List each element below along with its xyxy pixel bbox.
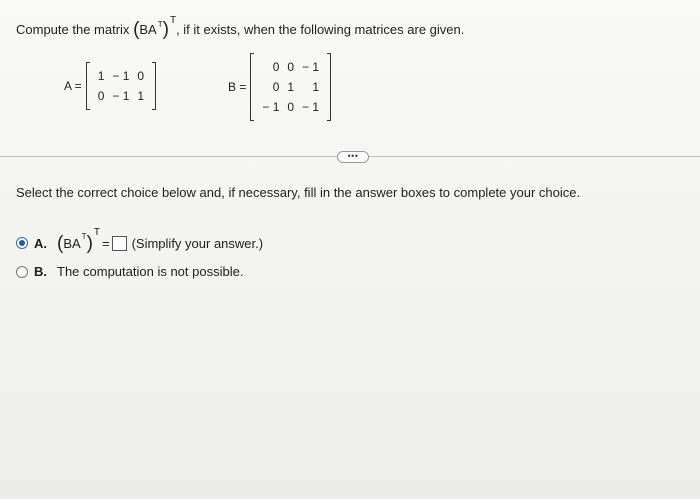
matrix-row	[94, 66, 148, 86]
matrix-cell: 1	[312, 80, 320, 94]
equals-sign: =	[102, 235, 110, 251]
matrix-product-base: BA	[139, 22, 157, 37]
matrix-cell: 0	[137, 69, 145, 83]
matrix-cell: 1	[137, 89, 145, 103]
instructions-text: Select the correct choice below and, if necessary, fill in the answer boxes to complete your choice.	[16, 185, 581, 200]
question-suffix: , if it exists, when the following matrices are given.	[176, 22, 465, 37]
choice-b[interactable]	[16, 264, 243, 279]
matrix-a	[64, 63, 156, 109]
matrix-cell: 0	[272, 60, 280, 74]
matrix-b-brackets	[250, 54, 331, 120]
inner-transpose-mark: T	[157, 20, 163, 29]
matrix-cell: 0	[272, 80, 280, 94]
matrix-row	[258, 57, 323, 77]
matrix-row	[258, 97, 323, 117]
choice-a-letter: A.	[34, 235, 47, 251]
close-paren: )	[162, 19, 169, 40]
matrix-cell: 1	[287, 80, 295, 94]
choice-a[interactable]	[16, 226, 264, 254]
more-options-button[interactable]: •••	[337, 151, 369, 163]
matrix-product-base: BA	[63, 235, 81, 251]
matrix-cell: − 1	[112, 69, 130, 83]
matrix-a-brackets	[86, 63, 156, 109]
matrix-cell: − 1	[302, 100, 320, 114]
matrix-cell: 0	[97, 89, 105, 103]
simplify-hint: (Simplify your answer.)	[131, 235, 264, 251]
answer-input-box[interactable]	[112, 236, 127, 251]
matrix-b-label: B =	[228, 80, 247, 94]
choice-a-expression	[57, 226, 264, 254]
matrix-cell: 0	[287, 100, 295, 114]
choice-a-radio[interactable]	[16, 237, 28, 249]
matrix-row	[94, 86, 148, 106]
choice-b-letter: B.	[34, 264, 47, 279]
matrix-b	[228, 54, 331, 120]
inner-transpose-mark: T	[81, 231, 87, 241]
choice-b-text: The computation is not possible.	[57, 264, 244, 279]
matrix-a-grid	[94, 66, 148, 106]
matrix-b-grid	[258, 57, 323, 117]
matrix-cell: − 1	[262, 100, 280, 114]
outer-transpose-mark: T	[169, 15, 177, 26]
matrix-cell: − 1	[302, 60, 320, 74]
matrix-row	[258, 77, 323, 97]
question-prompt	[16, 15, 465, 40]
open-paren: (	[57, 233, 64, 254]
matrix-cell: − 1	[112, 89, 130, 103]
question-prefix: Compute the matrix	[16, 22, 130, 37]
matrix-cell: 1	[97, 69, 105, 83]
matrix-cell: 0	[287, 60, 295, 74]
choice-b-radio[interactable]	[16, 266, 28, 278]
outer-transpose-mark: T	[93, 226, 100, 238]
matrix-a-label: A =	[64, 79, 82, 93]
open-paren: (	[133, 19, 140, 40]
close-paren: )	[86, 233, 93, 254]
